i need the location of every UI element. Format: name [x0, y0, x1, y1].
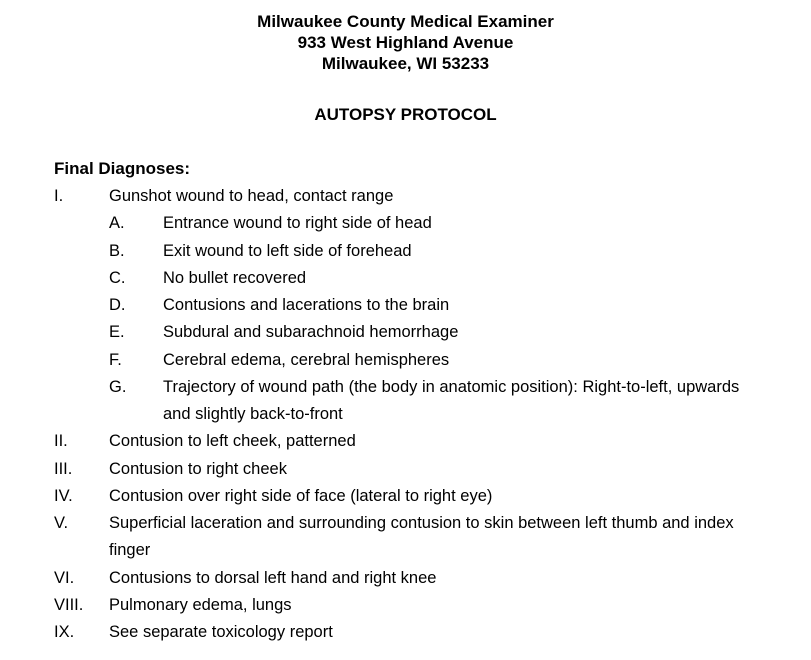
document-header — [0, 11, 811, 74]
diagnosis-item — [0, 428, 811, 455]
subitem-letter: C. — [109, 268, 126, 287]
diagnosis-item — [0, 619, 811, 646]
diagnosis-subitem — [0, 347, 811, 374]
subitem-letter: G. — [109, 377, 127, 396]
diagnosis-text: Superficial laceration and surrounding contusion to skin between left thumb and index finger — [109, 514, 734, 560]
diagnosis-subitem — [0, 238, 811, 265]
subitem-text: Entrance wound to right side of head — [163, 214, 432, 233]
diagnosis-numeral: VI. — [54, 568, 75, 587]
diagnosis-item — [0, 183, 811, 210]
diagnosis-numeral: II. — [54, 432, 68, 451]
diagnosis-text: Contusions to dorsal left hand and right knee — [109, 568, 437, 587]
diagnosis-numeral: IV. — [54, 486, 73, 505]
subitem-letter: E. — [109, 323, 125, 342]
diagnosis-text: Gunshot wound to head, contact range — [109, 187, 394, 205]
subitem-text: Trajectory of wound path (the body in anatomic position): Right-to-left, upwards and slightly back-to-front — [163, 377, 740, 423]
section-heading: Final Diagnoses: — [54, 159, 191, 178]
diagnosis-item — [0, 510, 811, 565]
diagnosis-numeral: IX. — [54, 623, 75, 641]
document-title: AUTOPSY PROTOCOL — [314, 105, 497, 124]
diagnosis-numeral: V. — [54, 514, 69, 532]
diagnosis-item — [0, 456, 811, 483]
subitem-letter: D. — [109, 296, 126, 314]
diagnosis-text: Contusion to left cheek, patterned — [109, 432, 356, 451]
diagnosis-numeral: I. — [54, 187, 64, 205]
subitem-text: No bullet recovered — [163, 268, 307, 287]
subitem-text: Contusions and lacerations to the brain — [163, 296, 450, 314]
office-name: Milwaukee County Medical Examiner — [257, 12, 554, 31]
subitem-text: Cerebral edema, cerebral hemispheres — [163, 350, 450, 369]
diagnosis-text: Contusion to right cheek — [109, 459, 287, 478]
office-city: Milwaukee, WI 53233 — [321, 54, 490, 73]
diagnosis-item — [0, 592, 811, 619]
subitem-text: Exit wound to left side of forehead — [163, 241, 412, 260]
office-street: 933 West Highland Avenue — [297, 33, 514, 52]
diagnosis-item — [0, 483, 811, 510]
diagnoses-list — [0, 183, 811, 646]
diagnosis-subitem — [0, 319, 811, 346]
subitem-letter: A. — [109, 214, 125, 233]
subitem-letter: B. — [109, 241, 125, 260]
diagnosis-text: See separate toxicology report — [109, 623, 333, 641]
diagnosis-subitem — [0, 374, 811, 429]
diagnosis-text: Pulmonary edema, lungs — [109, 595, 292, 614]
diagnosis-item — [0, 565, 811, 592]
diagnosis-subitem — [0, 292, 811, 319]
diagnosis-text: Contusion over right side of face (lateral to right eye) — [109, 486, 493, 505]
diagnosis-numeral: III. — [54, 459, 73, 478]
subitem-text: Subdural and subarachnoid hemorrhage — [163, 323, 459, 342]
subitem-letter: F. — [109, 350, 122, 369]
diagnosis-subitem — [0, 265, 811, 292]
diagnosis-subitem — [0, 210, 811, 237]
diagnosis-numeral: VIII. — [54, 595, 84, 614]
